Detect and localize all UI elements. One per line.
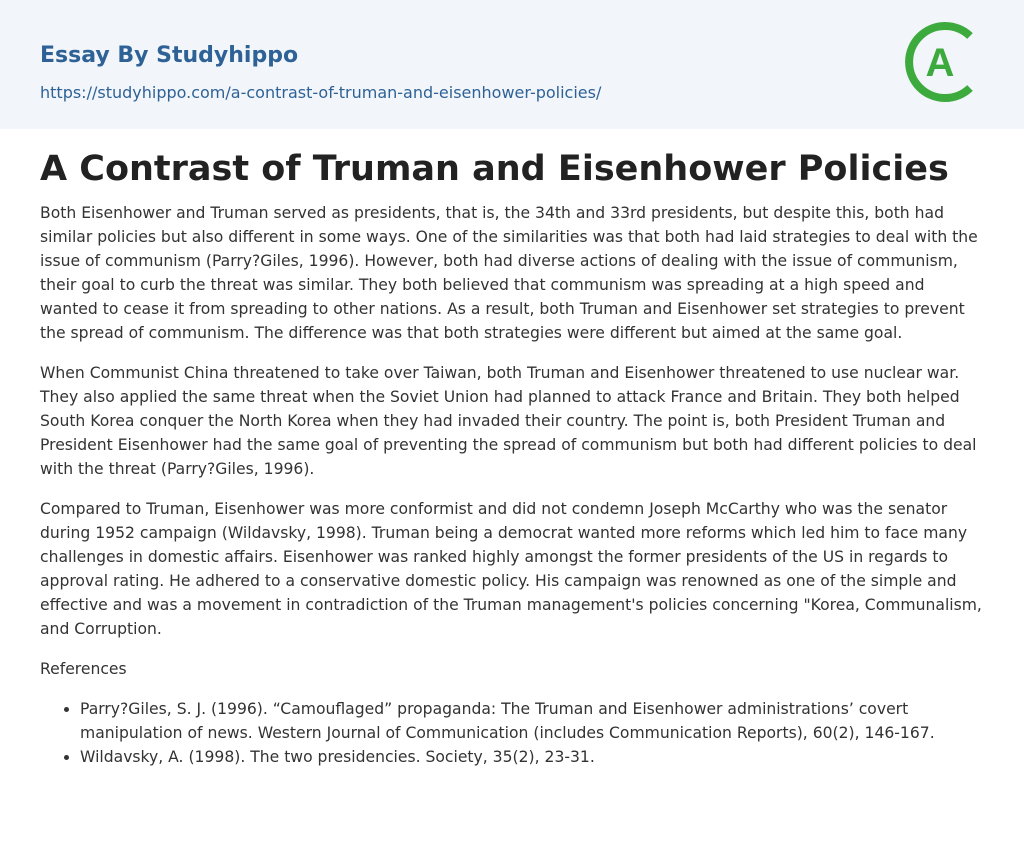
- paragraph-3: Compared to Truman, Eisenhower was more conformist and did not condemn Joseph McCarthy who was the senator during 1952 campaign (Wildavsky, 1998). Truman being a democrat wanted more reforms which led him to face many challenges in domestic affairs. Eisenhower was ranked highly amongst the former presidents of the US in regards to approval rating. He adhered to a conservative domestic policy. His campaign was renowned as one of the simple and effective and was a movement in contradiction of the Truman management's policies concerning "Korea, Communalism, and Corruption.: [40, 500, 982, 638]
- essay-title: A Contrast of Truman and Eisenhower Policies: [40, 149, 949, 189]
- paragraph-1: Both Eisenhower and Truman served as presidents, that is, the 34th and 33rd presidents, but despite this, both had similar policies but also different in some ways. One of the similarities was that both had laid strategies to deal with the issue of communism (Parry?Giles, 1996). However, both had diverse actions of dealing with the issue of communism, their goal to curb the threat was similar. They both believed that communism was spreading at a high speed and wanted to cease it from spreading to other nations. As a result, both Truman and Eisenhower set strategies to prevent the spread of communism. The difference was that both strategies were different but aimed at the same goal.: [40, 204, 978, 342]
- references-list: [40, 697, 984, 769]
- site-header: [0, 0, 1024, 129]
- paragraph-2: When Communist China threatened to take over Taiwan, both Truman and Eisenhower threatened to use nuclear war. They also applied the same threat when the Soviet Union had planned to attack France and Britain. They both helped South Korea conquer the North Korea when they had invaded their country. The point is, both President Truman and President Eisenhower had the same goal of preventing the spread of communism but both had different policies to deal with the threat (Parry?Giles, 1996).: [40, 364, 977, 478]
- reference-item: • Wildavsky, A. (1998). The two presidencies. Society, 35(2), 23-31.: [80, 745, 984, 769]
- essay-content: [0, 129, 1024, 769]
- studyhippo-logo-icon[interactable]: [900, 20, 984, 104]
- logo-letter: A: [925, 41, 955, 85]
- reference-item: • Parry?Giles, S. J. (1996). “Camouflaged” propaganda: The Truman and Eisenhower administrations’ covert manipulation of news. Western Journal of Communication (includes Communication Reports), 60(2), 146-167.: [80, 697, 984, 745]
- essay-url-link[interactable]: https://studyhippo.com/a-contrast-of-truman-and-eisenhower-policies/: [40, 83, 602, 102]
- references-heading: References: [40, 660, 127, 678]
- site-brand[interactable]: Essay By Studyhippo: [40, 43, 299, 68]
